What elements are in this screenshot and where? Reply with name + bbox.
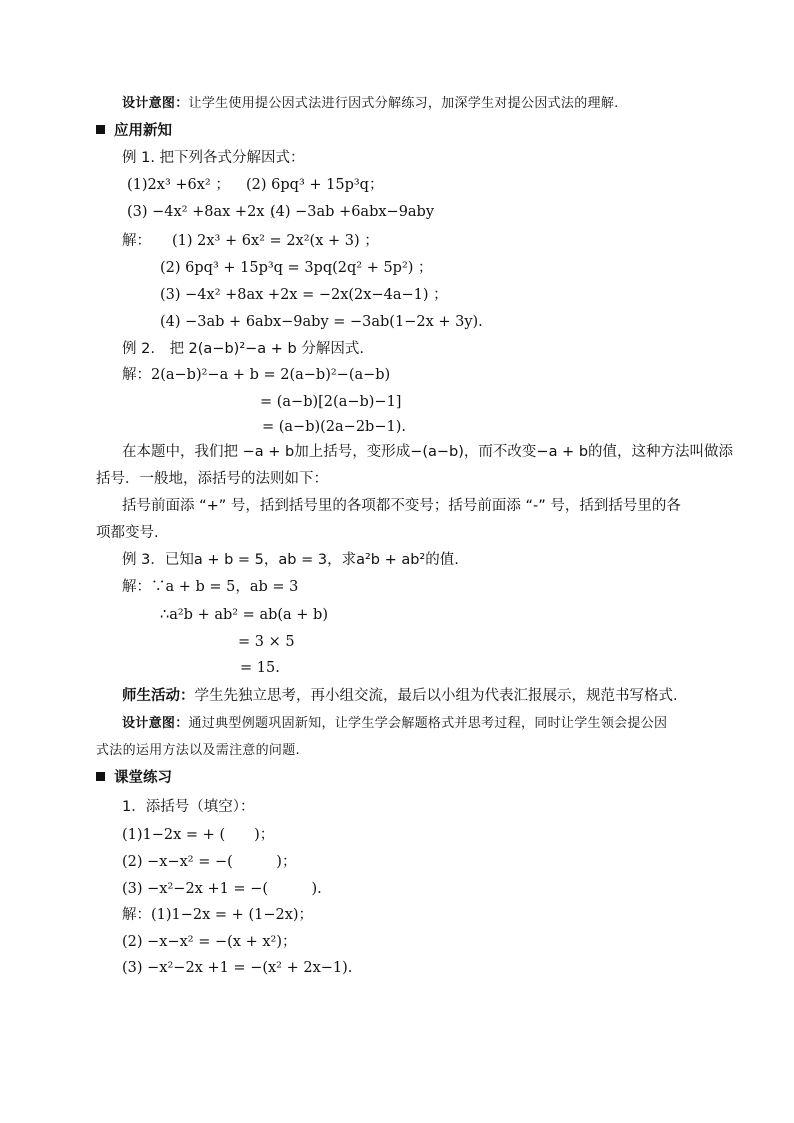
paragraph-1-line-1: 在本题中，我们把 −a + b加上括号，变形成−(a−b)，而不改变−a + b的值，这种方法叫做添 [122, 444, 734, 460]
example-1-q2: (2) 6pq³ + 15p³q； [246, 177, 384, 193]
activity-label: 师生活动： [122, 688, 195, 704]
example-1-title: 例 1. 把下列各式分解因式： [122, 150, 305, 166]
example-1-solution-3: (3) −4x² +8ax +2x = −2x(2x−4a−1) ； [160, 287, 448, 303]
example-2-title: 例 2. 把 2(a−b)²−a + b 分解因式. [122, 341, 364, 357]
teacher-student-activity [122, 686, 678, 706]
example-3-step-3: = 3 × 5 [238, 634, 295, 650]
example-3-step-4: = 15. [240, 660, 280, 676]
practice-answer-1: 解：(1)1−2x = + (1−2x)； [122, 907, 314, 923]
section-title: 课堂练习 [114, 770, 172, 786]
section-heading-practice [96, 768, 172, 788]
design-intent-label: 设计意图： [122, 716, 189, 731]
section-heading-apply [96, 121, 172, 141]
design-intent-text: 让学生使用提公因式法进行因式分解练习，加深学生对提公因式法的理解. [188, 96, 619, 111]
practice-answer-3: (3) −x²−2x +1 = −(x² + 2x−1). [122, 960, 353, 976]
example-3-title: 例 3．已知a + b = 5，ab = 3，求a²b + ab²的值. [122, 552, 459, 568]
example-2-step-1: 解：2(a−b)²−a + b = 2(a−b)²−(a−b) [122, 367, 391, 383]
example-1-solution-4: (4) −3ab + 6abx−9aby = −3ab(1−2x + 3y). [160, 314, 483, 330]
paragraph-1-line-2: 括号．一般地，添括号的法则如下： [96, 471, 328, 487]
activity-text: 学生先独立思考，再小组交流，最后以小组为代表汇报展示，规范书写格式. [194, 688, 678, 704]
example-3-step-1: 解：∵a + b = 5，ab = 3 [122, 579, 299, 595]
example-1-q1: (1)2x³ +6x² ； [127, 177, 230, 193]
square-bullet-icon [96, 772, 105, 781]
solution-label: 解： [122, 233, 151, 249]
example-2-step-3: = (a−b)(2a−2b−1). [262, 419, 406, 435]
example-1-solution-1: (1) 2x³ + 6x² = 2x²(x + 3) ； [172, 233, 379, 249]
section-title: 应用新知 [114, 123, 172, 139]
paragraph-2-line-2: 项都变号. [96, 525, 159, 541]
practice-q3: (3) −x²−2x +1 = −( ). [122, 881, 322, 897]
practice-title: 1．添括号（填空）： [122, 799, 255, 815]
design-intent-1 [122, 94, 619, 114]
design-intent-2-line-1 [122, 714, 667, 734]
design-intent-text: 通过典型例题巩固新知，让学生学会解题格式并思考过程，同时让学生领会提公因 [188, 716, 668, 731]
practice-q2: (2) −x−x² = −( )； [122, 854, 297, 870]
practice-answer-2: (2) −x−x² = −(x + x²)； [122, 934, 297, 950]
design-intent-label: 设计意图： [122, 96, 189, 111]
square-bullet-icon [96, 125, 105, 134]
example-1-q4: (4) −3ab +6abx−9aby [270, 204, 435, 220]
example-1-q3: (3) −4x² +8ax +2x ； [127, 204, 284, 220]
design-intent-2-line-2: 式法的运用方法以及需注意的问题. [96, 743, 300, 758]
practice-q1: (1)1−2x = + ( )； [122, 827, 275, 843]
paragraph-2-line-1: 括号前面添 “+” 号，括到括号里的各项都不变号；括号前面添 “-” 号，括到括号里的各 [122, 498, 681, 514]
example-2-step-2: = (a−b)[2(a−b)−1] [260, 394, 402, 410]
example-3-step-2: ∴a²b + ab² = ab(a + b) [160, 607, 328, 623]
example-1-solution-2: (2) 6pq³ + 15p³q = 3pq(2q² + 5p²) ； [160, 260, 433, 276]
